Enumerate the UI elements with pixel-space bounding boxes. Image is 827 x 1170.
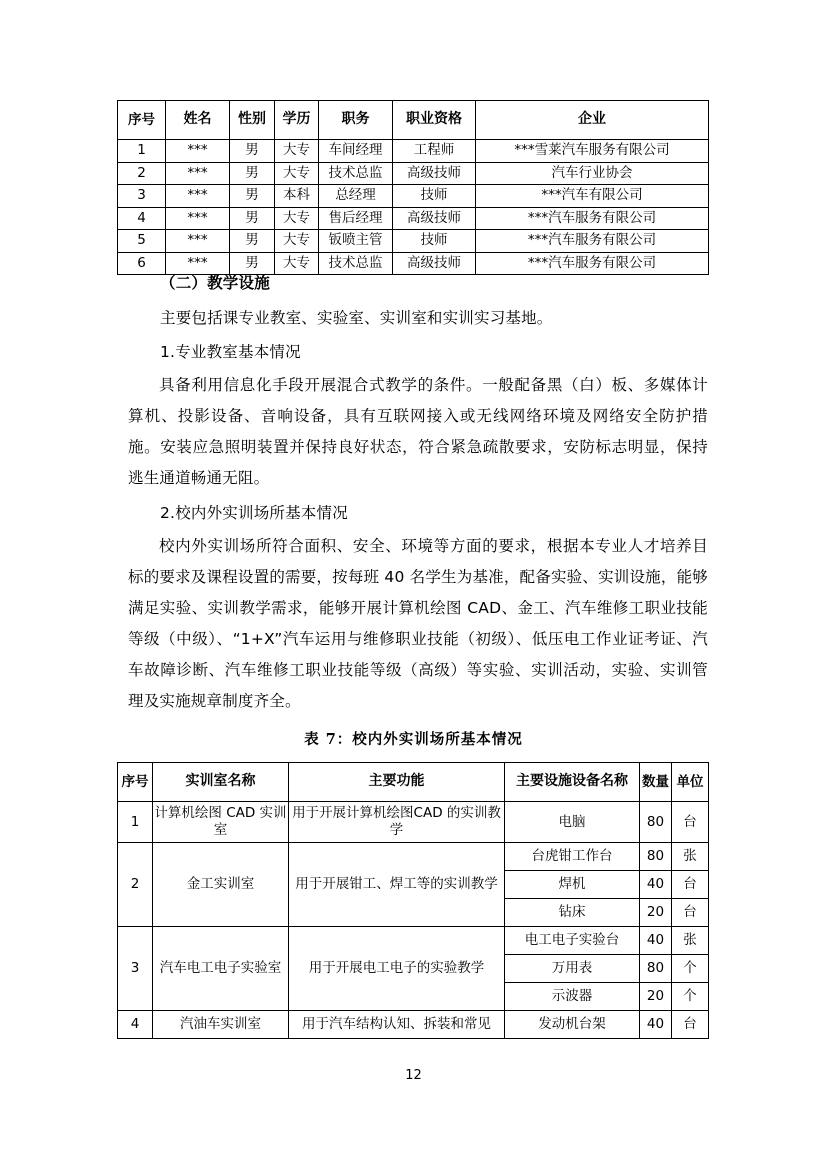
table-cell: 男 — [230, 140, 275, 163]
table-cell: *** — [166, 185, 230, 208]
table-cell: ***汽车服务有限公司 — [476, 252, 709, 275]
table-cell: 4 — [118, 207, 166, 230]
table-cell: 高级技师 — [393, 207, 476, 230]
equipment-qty: 40 — [640, 927, 672, 955]
equipment-unit: 个 — [672, 955, 709, 983]
table-row — [118, 802, 709, 843]
table-cell: 本科 — [275, 185, 319, 208]
row-number: 2 — [118, 843, 153, 927]
header-cell: 主要功能 — [289, 763, 505, 802]
table-row — [118, 1011, 709, 1039]
equipment-name: 发动机台架 — [505, 1011, 640, 1039]
equipment-name: 电工电子实验台 — [505, 927, 640, 955]
room-function: 用于开展钳工、焊工等的实训教学 — [289, 843, 505, 927]
table-row — [118, 162, 709, 185]
equipment-name: 示波器 — [505, 983, 640, 1011]
table-row — [118, 843, 709, 871]
header-cell: 企业 — [476, 101, 709, 140]
table-row — [118, 185, 709, 208]
staff-table — [117, 100, 709, 275]
room-function: 用于开展电工电子的实验教学 — [289, 927, 505, 1011]
row-number: 3 — [118, 927, 153, 1011]
header-cell: 职业资格 — [393, 101, 476, 140]
table-cell: *** — [166, 162, 230, 185]
table-cell: 售后经理 — [319, 207, 393, 230]
facilities-table-header — [118, 763, 709, 802]
equipment-unit: 张 — [672, 843, 709, 871]
equipment-unit: 个 — [672, 983, 709, 1011]
table-cell: ***汽车服务有限公司 — [476, 207, 709, 230]
table-cell: 技师 — [393, 185, 476, 208]
equipment-qty: 80 — [640, 802, 672, 843]
header-cell: 序号 — [118, 763, 153, 802]
table-row — [118, 927, 709, 955]
table-cell: 大专 — [275, 230, 319, 253]
table-cell: 5 — [118, 230, 166, 253]
table-cell: 2 — [118, 162, 166, 185]
header-cell: 数量 — [640, 763, 672, 802]
equipment-unit: 台 — [672, 802, 709, 843]
room-name: 计算机绘图 CAD 实训室 — [153, 802, 289, 843]
table-row — [118, 207, 709, 230]
header-cell: 单位 — [672, 763, 709, 802]
table-cell: 车间经理 — [319, 140, 393, 163]
header-cell: 实训室名称 — [153, 763, 289, 802]
table-7-caption: 表 7：校内外实训场所基本情况 — [304, 731, 523, 748]
equipment-unit: 台 — [672, 871, 709, 899]
table-cell: *** — [166, 252, 230, 275]
equipment-unit: 张 — [672, 927, 709, 955]
table-cell: 技师 — [393, 230, 476, 253]
table-cell: 男 — [230, 162, 275, 185]
subsection-1-body: 具备利用信息化手段开展混合式教学的条件。一般配备黑（白）板、多媒体计算机、投影设备、音响设备，具有互联网接入或无线网络环境及网络安全防护措施。安装应急照明装置并保持良好状态，符合紧急疏散要求，安防标志明显，保持逃生通道畅通无阻。 — [128, 376, 708, 487]
header-cell: 性别 — [230, 101, 275, 140]
equipment-qty: 40 — [640, 1011, 672, 1039]
equipment-name: 万用表 — [505, 955, 640, 983]
table-cell: 技术总监 — [319, 252, 393, 275]
row-number: 1 — [118, 802, 153, 843]
table-cell: 大专 — [275, 207, 319, 230]
header-cell: 职务 — [319, 101, 393, 140]
table-cell: 工程师 — [393, 140, 476, 163]
equipment-name: 台虎钳工作台 — [505, 843, 640, 871]
table-row — [118, 230, 709, 253]
equipment-qty: 40 — [640, 871, 672, 899]
table-cell: *** — [166, 207, 230, 230]
header-cell: 学历 — [275, 101, 319, 140]
header-cell: 序号 — [118, 101, 166, 140]
page-number: 12 — [405, 1068, 422, 1083]
table-cell: ***汽车服务有限公司 — [476, 230, 709, 253]
equipment-unit: 台 — [672, 1011, 709, 1039]
table-cell: 汽车行业协会 — [476, 162, 709, 185]
equipment-name: 钻床 — [505, 899, 640, 927]
equipment-qty: 80 — [640, 955, 672, 983]
intro-paragraph: 主要包括课专业教室、实验室、实训室和实训实习基地。 — [160, 309, 553, 327]
table-cell: 大专 — [275, 162, 319, 185]
table-cell: 高级技师 — [393, 162, 476, 185]
room-name: 汽油车实训室 — [153, 1011, 289, 1039]
room-name: 汽车电工电子实验室 — [153, 927, 289, 1011]
table-cell: 高级技师 — [393, 252, 476, 275]
equipment-qty: 80 — [640, 843, 672, 871]
table-cell: 男 — [230, 207, 275, 230]
table-cell: 总经理 — [319, 185, 393, 208]
table-cell: 1 — [118, 140, 166, 163]
table-cell: 技术总监 — [319, 162, 393, 185]
facilities-table — [117, 762, 709, 1039]
room-function: 用于汽车结构认知、拆装和常见 — [289, 1011, 505, 1039]
room-name: 金工实训室 — [153, 843, 289, 927]
staff-table-header — [118, 101, 709, 140]
table-cell: 男 — [230, 185, 275, 208]
row-number: 4 — [118, 1011, 153, 1039]
table-cell: 3 — [118, 185, 166, 208]
subsection-1-title: 1.专业教室基本情况 — [160, 343, 301, 361]
equipment-unit: 台 — [672, 899, 709, 927]
table-cell: *** — [166, 140, 230, 163]
table-cell: 6 — [118, 252, 166, 275]
subsection-2-title: 2.校内外实训场所基本情况 — [160, 504, 348, 522]
table-cell: 男 — [230, 252, 275, 275]
table-cell: *** — [166, 230, 230, 253]
equipment-qty: 20 — [640, 899, 672, 927]
table-cell: 男 — [230, 230, 275, 253]
table-cell: 大专 — [275, 140, 319, 163]
room-function: 用于开展计算机绘图CAD 的实训教学 — [289, 802, 505, 843]
equipment-qty: 20 — [640, 983, 672, 1011]
header-cell: 主要设施设备名称 — [505, 763, 640, 802]
table-row — [118, 140, 709, 163]
equipment-name: 焊机 — [505, 871, 640, 899]
equipment-name: 电脑 — [505, 802, 640, 843]
header-cell: 姓名 — [166, 101, 230, 140]
table-cell: 钣喷主管 — [319, 230, 393, 253]
subsection-2-body: 校内外实训场所符合面积、安全、环境等方面的要求，根据本专业人才培养目标的要求及课程设置的需要，按每班 40 名学生为基准，配备实验、实训设施，能够满足实验、实训教学需求，能够开展计算机绘图 CAD、金工、汽车维修工职业技能等级（中级）、“1+X”汽车运用与维修职业技能（初级）、低压电工作业证考证、汽车故障诊断、汽车维修工职业技能等级（高级）等实验、实训活动，实验、实训管理及实施规章制度齐全。 — [128, 537, 708, 710]
table-cell: 大专 — [275, 252, 319, 275]
section-heading: （二）教学设施 — [160, 274, 270, 292]
table-cell: ***雪莱汽车服务有限公司 — [476, 140, 709, 163]
table-cell: ***汽车有限公司 — [476, 185, 709, 208]
